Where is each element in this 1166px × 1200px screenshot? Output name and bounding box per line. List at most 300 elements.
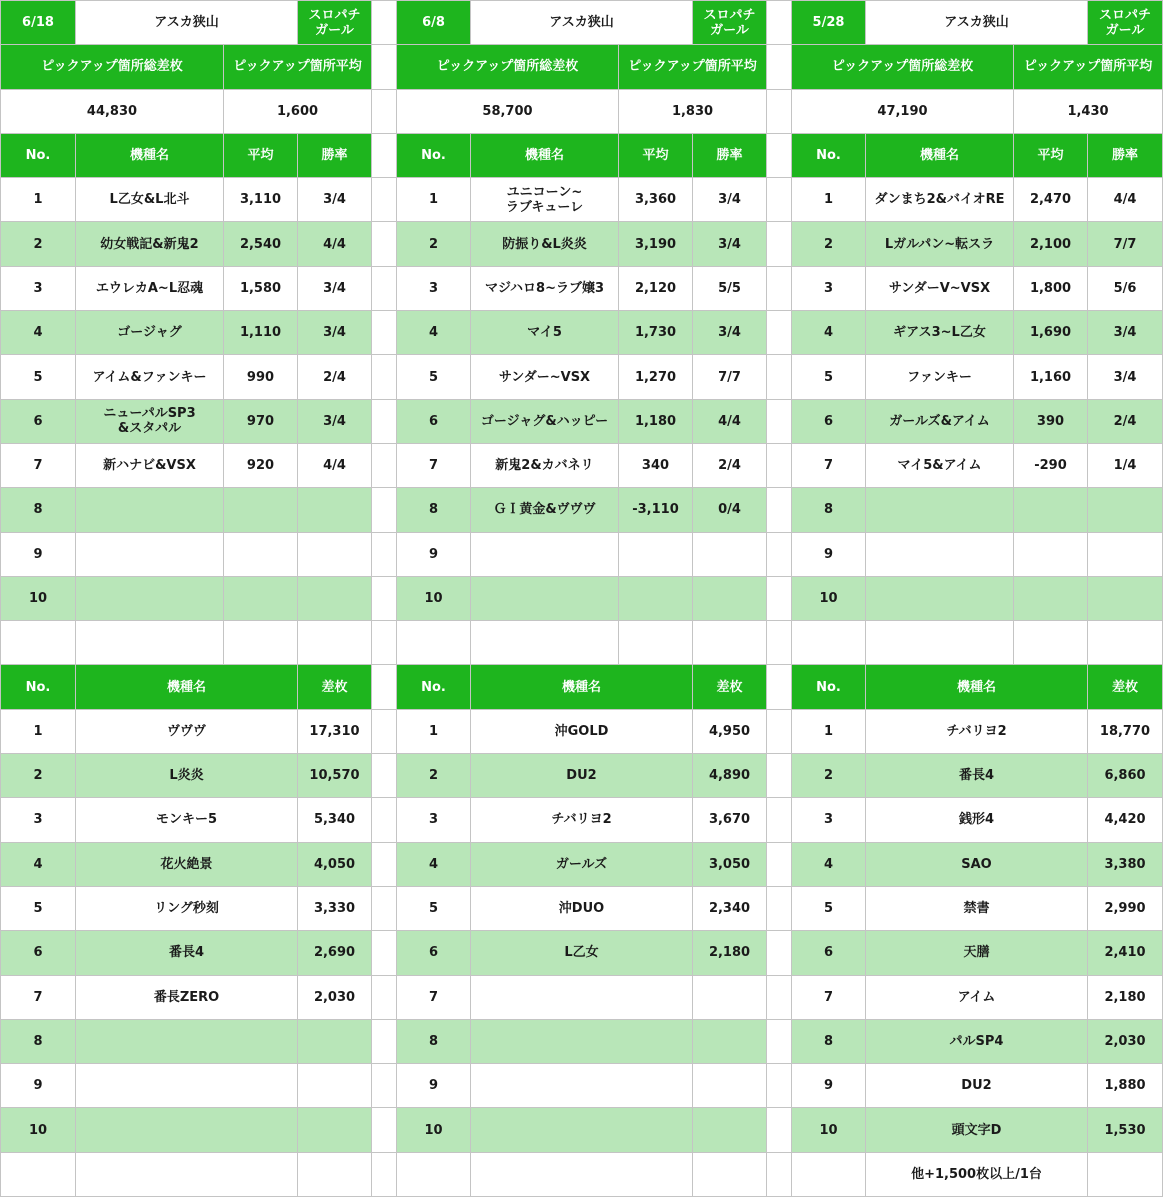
machine-name [471,1064,693,1108]
win-rate-value [298,488,372,532]
average-value: 920 [224,443,298,487]
machine-name: ファンキー [866,355,1014,399]
average-value: 340 [619,443,693,487]
row-number: 5 [397,886,471,930]
average-value [619,532,693,576]
machine-name: 沖GOLD [471,709,693,753]
win-rate-value: 2/4 [298,355,372,399]
win-rate-value [1088,532,1163,576]
machine-name [471,576,619,620]
machine-name [76,1064,298,1108]
pickup-average-value: 1,830 [619,89,767,133]
date-label: 6/18 [1,1,76,45]
diff-value [298,1108,372,1152]
column-spacer [767,311,792,355]
machine-name: アイム [866,975,1088,1019]
no-header: No. [397,665,471,709]
no-header: No. [792,665,866,709]
row-number: 2 [792,754,866,798]
diff-value: 17,310 [298,709,372,753]
pickup-row [1,532,1163,576]
diff-value: 6,860 [1088,754,1163,798]
ranking-row [1,1019,1163,1063]
date-label: 6/8 [397,1,471,45]
media-badge: スロパチ ガール [693,1,767,45]
diff-value [693,1064,767,1108]
blank-cell [298,1152,372,1196]
average-value [619,576,693,620]
diff-header: 差枚 [693,665,767,709]
machine-name: ダンまち2&バイオRE [866,178,1014,222]
diff-header: 差枚 [1088,665,1163,709]
column-spacer [372,311,397,355]
machine-name: 幼女戦記&新鬼2 [76,222,224,266]
row-number: 7 [1,975,76,1019]
win-rate-value: 3/4 [1088,311,1163,355]
machine-header: 機種名 [76,133,224,177]
column-spacer [767,133,792,177]
win-rate-value: 1/4 [1088,443,1163,487]
machine-name: ガールズ [471,842,693,886]
row-number: 8 [792,1019,866,1063]
machine-name: ゴージャグ&ハッピー [471,399,619,443]
blank-cell [224,621,298,665]
row-number: 9 [397,1064,471,1108]
pickup-average-value: 1,430 [1014,89,1163,133]
machine-name: チバリヨ2 [866,709,1088,753]
average-header: 平均 [224,133,298,177]
row-number: 8 [397,1019,471,1063]
machine-header: 機種名 [866,665,1088,709]
win-rate-value [298,532,372,576]
diff-value: 2,410 [1088,931,1163,975]
column-spacer [767,754,792,798]
machine-name: ユニコーン~ ラブキューレ [471,178,619,222]
machine-name: ガールズ&アイム [866,399,1014,443]
column-spacer [767,709,792,753]
diff-value: 1,530 [1088,1108,1163,1152]
column-spacer [767,886,792,930]
column-spacer [372,842,397,886]
row-number: 8 [792,488,866,532]
column-spacer [372,709,397,753]
blank-cell [1014,621,1088,665]
average-value [1014,576,1088,620]
machine-name: ニューパルSP3 &スタパル [76,399,224,443]
row-number: 3 [397,266,471,310]
row-number: 8 [1,488,76,532]
machine-name: サンダーV~VSX [866,266,1014,310]
average-value: 1,270 [619,355,693,399]
machine-name: L乙女&L北斗 [76,178,224,222]
machine-name: 番長4 [76,931,298,975]
win-rate-value: 3/4 [1088,355,1163,399]
ranking-row [1,975,1163,1019]
pickup-average-value: 1,600 [224,89,372,133]
win-rate-header: 勝率 [1088,133,1163,177]
ranking-row [1,1064,1163,1108]
column-spacer [372,1,397,45]
blank-cell [792,621,866,665]
machine-name: 頭文字D [866,1108,1088,1152]
machine-name: サンダー~VSX [471,355,619,399]
diff-header: 差枚 [298,665,372,709]
diff-value: 3,380 [1088,842,1163,886]
column-spacer [372,1064,397,1108]
column-spacer [372,532,397,576]
column-spacer [767,975,792,1019]
diff-value: 2,030 [1088,1019,1163,1063]
machine-name: 銭形4 [866,798,1088,842]
machine-name [471,532,619,576]
row-number: 9 [397,532,471,576]
diff-value [298,1019,372,1063]
column-spacer [767,842,792,886]
win-rate-value [1088,488,1163,532]
column-spacer [372,621,397,665]
column-spacer [767,1019,792,1063]
machine-header: 機種名 [471,665,693,709]
ranking-row [1,931,1163,975]
blank-cell [397,1152,471,1196]
machine-header: 機種名 [866,133,1014,177]
column-spacer [372,1019,397,1063]
column-spacer [767,399,792,443]
machine-header: 機種名 [76,665,298,709]
row-number: 6 [397,931,471,975]
diff-value: 3,330 [298,886,372,930]
average-value: 2,540 [224,222,298,266]
blank-cell [1,621,76,665]
column-spacer [767,45,792,89]
average-value: 1,800 [1014,266,1088,310]
column-spacer [372,89,397,133]
row-number: 5 [397,355,471,399]
machine-name: L炎炎 [76,754,298,798]
average-value [1014,532,1088,576]
diff-value: 10,570 [298,754,372,798]
row-number: 6 [1,931,76,975]
pickup-row [1,443,1163,487]
pickup-average-header: ピックアップ箇所平均 [224,45,372,89]
column-spacer [372,133,397,177]
row-number: 6 [792,931,866,975]
ranking-row [1,709,1163,753]
average-value: 1,730 [619,311,693,355]
row-number: 10 [792,1108,866,1152]
media-badge: スロパチ ガール [298,1,372,45]
row-number: 4 [397,311,471,355]
pickup-row [1,488,1163,532]
no-header: No. [1,665,76,709]
row-number: 4 [792,311,866,355]
average-header: 平均 [619,133,693,177]
row-number: 5 [792,886,866,930]
machine-name [76,1019,298,1063]
machine-name: ヴヴヴ [76,709,298,753]
machine-name: 禁書 [866,886,1088,930]
diff-value: 3,050 [693,842,767,886]
column-spacer [767,1064,792,1108]
row-number: 4 [792,842,866,886]
column-spacer [372,798,397,842]
blank-cell [866,621,1014,665]
machine-name [76,1108,298,1152]
average-value: 1,160 [1014,355,1088,399]
column-spacer [767,443,792,487]
machine-name: パルSP4 [866,1019,1088,1063]
win-rate-value [1088,576,1163,620]
diff-value: 5,340 [298,798,372,842]
row-number: 8 [397,488,471,532]
average-header: 平均 [1014,133,1088,177]
pickup-average-header: ピックアップ箇所平均 [619,45,767,89]
row-number: 2 [397,754,471,798]
machine-name: 花火絶景 [76,842,298,886]
column-spacer [372,931,397,975]
pickup-total-value: 44,830 [1,89,224,133]
row-number: 9 [792,1064,866,1108]
column-spacer [767,665,792,709]
row-number: 2 [397,222,471,266]
ranking-row [1,1108,1163,1152]
column-spacer [372,886,397,930]
column-spacer [767,89,792,133]
separator-row [1,621,1163,665]
win-rate-value: 0/4 [693,488,767,532]
machine-name: 天膳 [866,931,1088,975]
win-rate-value: 4/4 [298,222,372,266]
row-number: 3 [792,266,866,310]
column-spacer [372,399,397,443]
row-number: 6 [1,399,76,443]
pickup-row [1,222,1163,266]
row-number: 4 [1,842,76,886]
row-number: 2 [792,222,866,266]
row-number: 3 [1,798,76,842]
machine-name: 防振り&L炎炎 [471,222,619,266]
pickup-row [1,576,1163,620]
store-name: アスカ狭山 [866,1,1088,45]
pickup-average-header: ピックアップ箇所平均 [1014,45,1163,89]
blank-cell [619,621,693,665]
diff-value: 4,420 [1088,798,1163,842]
machine-name: ゴージャグ [76,311,224,355]
blank-cell [76,621,224,665]
footer-note [471,1152,693,1196]
average-value: 1,110 [224,311,298,355]
column-spacer [767,178,792,222]
row-number: 7 [1,443,76,487]
pickup-row [1,355,1163,399]
win-rate-value: 7/7 [1088,222,1163,266]
machine-name: DU2 [471,754,693,798]
average-value: 1,580 [224,266,298,310]
row-number: 1 [792,709,866,753]
average-value: 2,470 [1014,178,1088,222]
diff-value [693,1108,767,1152]
diff-value: 4,890 [693,754,767,798]
average-value: 2,120 [619,266,693,310]
average-value: -3,110 [619,488,693,532]
win-rate-value: 5/6 [1088,266,1163,310]
blank-cell [693,621,767,665]
column-spacer [372,222,397,266]
row-number: 4 [397,842,471,886]
win-rate-value [693,576,767,620]
pickup-total-value: 47,190 [792,89,1014,133]
summary-value-row [1,89,1163,133]
column-spacer [372,975,397,1019]
column-spacer [372,178,397,222]
media-badge: スロパチ ガール [1088,1,1163,45]
row-number: 10 [1,1108,76,1152]
blank-cell [1088,621,1163,665]
machine-name: チバリヨ2 [471,798,693,842]
row-number: 10 [792,576,866,620]
machine-name: Lガルパン~転スラ [866,222,1014,266]
column-spacer [372,665,397,709]
average-value [224,576,298,620]
win-rate-value: 3/4 [298,266,372,310]
row-number: 10 [1,576,76,620]
pickup-total-header: ピックアップ箇所総差枚 [397,45,619,89]
column-spacer [372,266,397,310]
diff-value [298,1064,372,1108]
diff-value: 2,690 [298,931,372,975]
win-rate-value: 3/4 [693,222,767,266]
win-rate-header: 勝率 [693,133,767,177]
win-rate-value: 4/4 [298,443,372,487]
ranking-row [1,842,1163,886]
column-spacer [372,754,397,798]
diff-value: 3,670 [693,798,767,842]
pickup-total-header: ピックアップ箇所総差枚 [792,45,1014,89]
machine-name: モンキー5 [76,798,298,842]
summary-header-row [1,45,1163,89]
no-header: No. [397,133,471,177]
row-number: 3 [1,266,76,310]
column-spacer [767,222,792,266]
no-header: No. [792,133,866,177]
blank-cell [298,621,372,665]
column-spacer [767,532,792,576]
column-spacer [372,1152,397,1196]
row-number: 4 [1,311,76,355]
machine-name: ギアス3~L乙女 [866,311,1014,355]
machine-name [866,576,1014,620]
column-spacer [372,45,397,89]
machine-name [866,532,1014,576]
row-number: 1 [1,709,76,753]
row-number: 10 [397,1108,471,1152]
average-value [224,488,298,532]
machine-name [76,532,224,576]
no-header: No. [1,133,76,177]
win-rate-value: 4/4 [693,399,767,443]
column-spacer [767,355,792,399]
win-rate-value: 3/4 [298,311,372,355]
ranking-header-row [1,665,1163,709]
win-rate-value: 3/4 [693,311,767,355]
row-number: 6 [792,399,866,443]
column-spacer [767,1108,792,1152]
win-rate-value: 5/5 [693,266,767,310]
average-value: 3,110 [224,178,298,222]
title-row [1,1,1163,45]
win-rate-value: 4/4 [1088,178,1163,222]
average-value: 3,360 [619,178,693,222]
machine-name: マイ5 [471,311,619,355]
diff-value: 18,770 [1088,709,1163,753]
blank-cell [693,1152,767,1196]
column-spacer [767,1,792,45]
diff-value: 1,880 [1088,1064,1163,1108]
average-value: 990 [224,355,298,399]
win-rate-value: 3/4 [693,178,767,222]
diff-value: 2,180 [693,931,767,975]
machine-name [76,488,224,532]
row-number: 9 [792,532,866,576]
row-number: 7 [792,975,866,1019]
store-name: アスカ狭山 [76,1,298,45]
row-number: 2 [1,222,76,266]
machine-name: アイム&ファンキー [76,355,224,399]
pickup-total-value: 58,700 [397,89,619,133]
blank-cell [471,621,619,665]
row-number: 2 [1,754,76,798]
pickup-row [1,266,1163,310]
diff-value [693,1019,767,1063]
machine-name: ＧＩ黄金&ヴヴヴ [471,488,619,532]
machine-name [76,576,224,620]
win-rate-value: 3/4 [298,178,372,222]
pickup-row [1,178,1163,222]
ranking-row [1,798,1163,842]
win-rate-value: 3/4 [298,399,372,443]
average-value: 1,180 [619,399,693,443]
store-name: アスカ狭山 [471,1,693,45]
row-number: 7 [397,443,471,487]
machine-name [471,1108,693,1152]
machine-name: マイ5&アイム [866,443,1014,487]
blank-cell [792,1152,866,1196]
average-value [224,532,298,576]
row-number: 8 [1,1019,76,1063]
column-spacer [767,798,792,842]
machine-name [471,1019,693,1063]
average-value: 390 [1014,399,1088,443]
machine-name: L乙女 [471,931,693,975]
machine-name: エウレカA~L忍魂 [76,266,224,310]
average-value: 2,100 [1014,222,1088,266]
row-number: 3 [792,798,866,842]
win-rate-header: 勝率 [298,133,372,177]
machine-name: 新ハナビ&VSX [76,443,224,487]
column-spacer [372,1108,397,1152]
machine-name: 番長ZERO [76,975,298,1019]
win-rate-value: 2/4 [1088,399,1163,443]
ranking-row [1,754,1163,798]
average-value: 3,190 [619,222,693,266]
average-value: -290 [1014,443,1088,487]
column-spacer [372,355,397,399]
win-rate-value: 2/4 [693,443,767,487]
row-number: 10 [397,576,471,620]
diff-value: 4,950 [693,709,767,753]
average-value [1014,488,1088,532]
machine-name: 番長4 [866,754,1088,798]
